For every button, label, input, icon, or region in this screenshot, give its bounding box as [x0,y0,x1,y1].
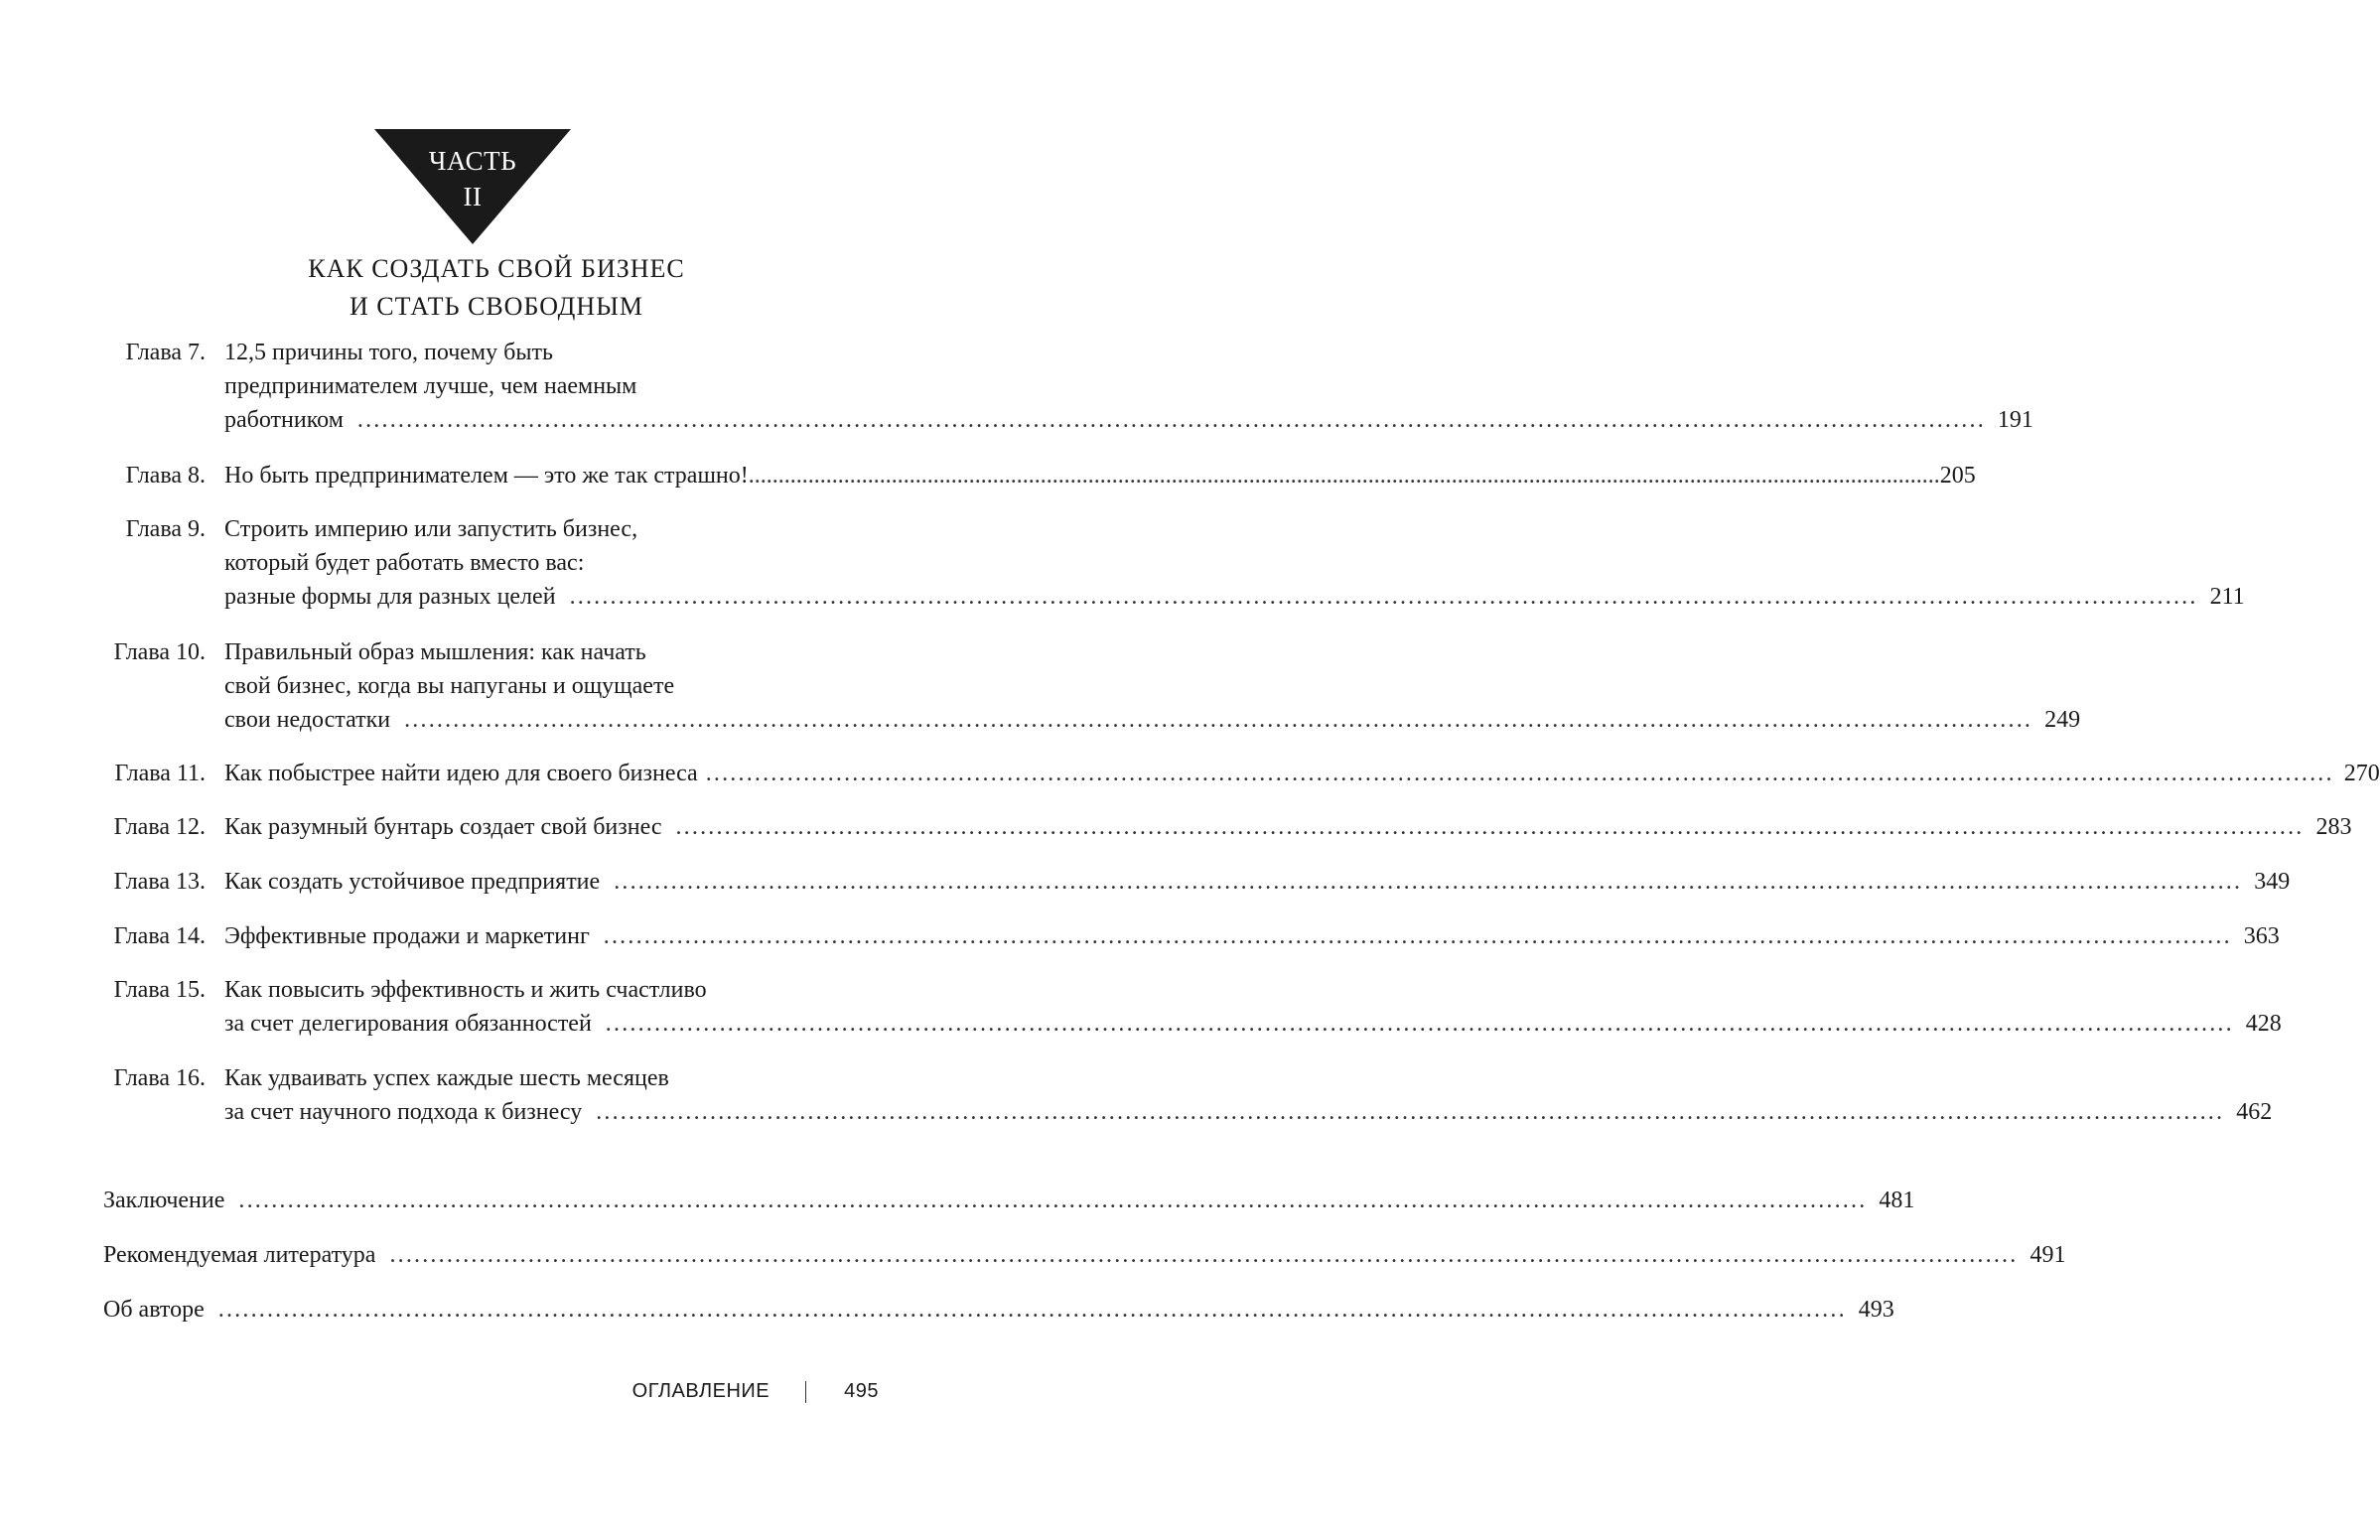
chapter-title-line: за счет делегирования обязанностей [224,1011,592,1037]
chapter-title-line: работником [224,407,344,433]
page-number: 363 [2243,923,2280,949]
dot-leader: ........................................................................................................................................................................................................ [217,1297,1847,1323]
part-word: ЧАСТЬ [428,146,517,176]
dot-leader: ........................................................................................................................................................................................................ [356,407,1986,433]
chapter-title-line: свой бизнес, когда вы напуганы и ощущаете [224,673,675,699]
chapter-label: Глава 11. [114,761,206,786]
page-number: 211 [2209,584,2245,610]
chapter-label: Глава 7. [125,340,206,365]
chapter-title-line: Эффективные продажи и маркетинг [224,923,590,949]
chapter-title-last-line [224,757,2380,790]
back-matter-line [103,1184,1915,1217]
footer-section-title: ОГЛАВЛЕНИЕ [631,1380,770,1402]
dot-leader: ........................................................................................................................................................................................................ [238,1188,1868,1213]
chapter-title-line: Правильный образ мышления: как начать [224,639,646,665]
chapter-title-line: Строить империю или запустить бизнес, [224,516,638,542]
chapter-label: Глава 16. [113,1065,206,1091]
chapter-label: Глава 15. [113,977,206,1003]
page-number: 191 [1997,407,2033,433]
dot-leader: ........................................................................................................................................................................................................ [614,869,2243,895]
page-number: 270 [2343,761,2380,786]
chapter-title-last-line [224,1007,2282,1041]
chapter-title-last-line [224,865,2291,899]
chapter-title-line: Как повысить эффективность и жить счастливо [224,977,707,1003]
chapter-title-last-line [224,919,2280,953]
chapter-label: Глава 10. [113,639,206,665]
chapter-title-line: Как удваивать успех каждые шесть месяцев [224,1065,669,1091]
chapter-title-line: свои недостатки [224,707,391,733]
chapter-title-line: за счет научного подхода к бизнесу [224,1099,583,1125]
chapter-label: Глава 9. [125,516,206,542]
chapter-title-last-line [224,403,2033,437]
part-title-line-2: И СТАТЬ СВОБОДНЫМ [349,292,643,321]
back-matter-line [103,1238,2066,1272]
page-number: 462 [2236,1099,2273,1125]
dot-leader: ........................................................................................................................................................................................................ [596,1099,2225,1125]
back-matter-line [103,1293,1894,1327]
back-matter-title: Об авторе [103,1297,205,1323]
dot-leader: ........................................................................................................................................................................................................ [569,584,2198,610]
chapter-title-last-line [224,580,2245,614]
dot-leader: ........................................................................................................................................................................................................ [389,1242,2019,1268]
page-number: 283 [2315,814,2352,840]
chapter-label: Глава 12. [113,814,206,840]
back-matter-title: Рекомендуемая литература [103,1242,376,1268]
chapter-title-line: Как создать устойчивое предприятие [224,869,601,895]
part-title [0,250,993,326]
dot-leader: ........................................................................................................................................................................................................ [748,463,1940,489]
page-number: 493 [1858,1297,1894,1323]
chapter-title-last-line [224,703,2081,737]
chapter-label: Глава 14. [113,923,206,949]
chapter-title-line: 12,5 причины того, почему быть [224,340,553,365]
footer-page-number: 495 [844,1380,879,1402]
chapter-label: Глава 13. [113,869,206,895]
part-badge [374,129,571,244]
back-matter-title: Заключение [103,1188,225,1213]
chapter-title-line: Как побыстрее найти идею для своего бизнеса [224,761,698,786]
part-number: II [463,182,483,211]
footer-separator [805,1381,806,1403]
part-title-line-1: КАК СОЗДАТЬ СВОЙ БИЗНЕС [308,254,685,283]
chapter-title-line: Как разумный бунтарь создает свой бизнес [224,814,662,840]
chapter-title-line: разные формы для разных целей [224,584,556,610]
chapter-title-last-line [224,1095,2273,1129]
chapter-title-last-line [224,459,1976,492]
page-footer [632,1380,879,1403]
page-number: 249 [2044,707,2081,733]
chapter-title-line: Но быть предпринимателем — это же так страшно! [224,463,749,489]
chapter-title-line: который будет работать вместо вас: [224,550,585,576]
page-number: 491 [2030,1242,2066,1268]
page-number: 428 [2245,1011,2282,1037]
dot-leader: ........................................................................................................................................................................................................ [603,923,2232,949]
page-number: 481 [1879,1188,1915,1213]
dot-leader: ........................................................................................................................................................................................................ [605,1011,2234,1037]
dot-leader: ........................................................................................................................................................................................................ [675,814,2305,840]
chapter-label: Глава 8. [125,463,206,489]
page-number: 349 [2254,869,2291,895]
chapter-title-last-line [224,810,2352,844]
page-number: 205 [1939,463,1976,489]
dot-leader: ........................................................................................................................................................................................................ [404,707,2033,733]
dot-leader: ........................................................................................................................................................................................................ [705,761,2334,786]
chapter-title-line: предпринимателем лучше, чем наемным [224,373,637,399]
